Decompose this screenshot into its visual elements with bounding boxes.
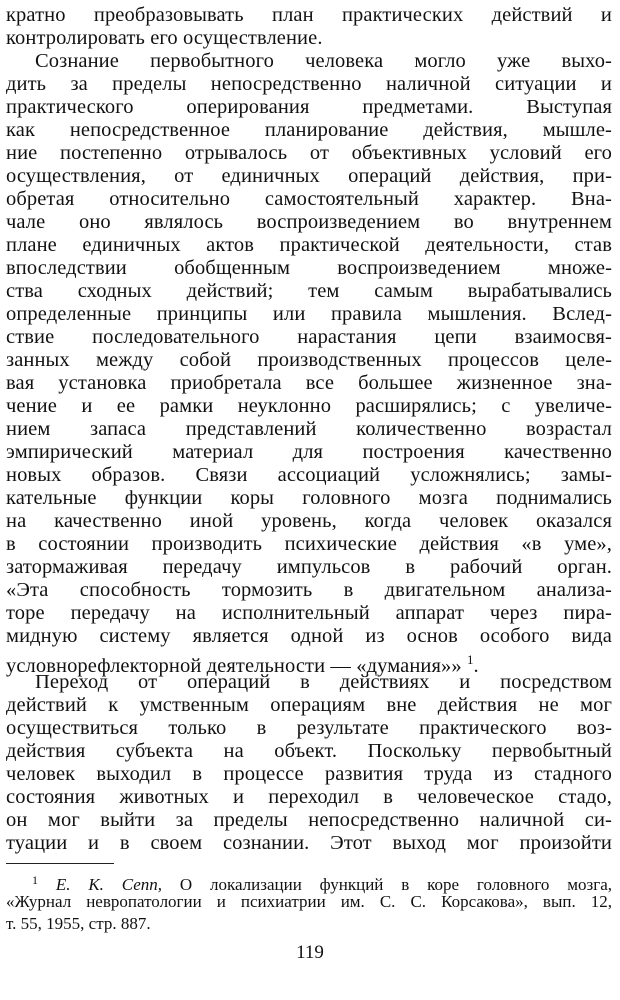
text-line: кратно преобразовывать план практических действий и xyxy=(6,4,612,26)
footnote-separator xyxy=(6,863,114,864)
text-line: вая установка приобретала все большее жизненное зна- xyxy=(6,372,612,394)
text-line: обретая относительно самостоятельный характер. Вна- xyxy=(6,188,612,210)
text-line: на качественно иной уровень, когда человек оказался xyxy=(6,510,612,532)
footnote-reference-tail: . xyxy=(473,655,479,677)
text-line: «Эта способность тормозить в двигательном анализа- xyxy=(6,579,612,601)
text-line: ства сходных действий; тем самым вырабатывались xyxy=(6,280,612,302)
text-line: чение и ее рамки неуклонно расширялись; с увеличе- xyxy=(6,395,612,417)
text-line: кательные функции коры головного мозга поднимались xyxy=(6,487,612,509)
text-line: впоследствии обобщенным воспроизведением множе- xyxy=(6,257,612,279)
text-line: действия субъекта на объект. Поскольку первобытный xyxy=(6,740,612,762)
text-line: затормаживая передачу импульсов в рабочий орган. xyxy=(6,556,612,578)
text-line: осуществления, от единичных операций действия, при- xyxy=(6,165,612,187)
text-line: дить за пределы непосредственно наличной ситуации и xyxy=(6,73,612,95)
text-line-with-footnote-ref xyxy=(6,648,612,677)
footnote-author: Е. К. Сепп, xyxy=(38,875,180,894)
text-line: действий к умственным операциям вне действия не мог xyxy=(6,694,612,716)
text-line: осуществиться только в результате практического воз- xyxy=(6,717,612,739)
footnote-reference-mark: 1 xyxy=(466,652,474,667)
text-line: как непосредственное планирование действия, мышле- xyxy=(6,119,612,141)
text-line: плане единичных актов практической деятельности, став xyxy=(6,234,612,256)
text-line: человек выходил в процессе развития труда из стадного xyxy=(6,763,612,785)
text-line: чале оно являлось воспроизведением во внутреннем xyxy=(6,211,612,233)
text-line: мидную систему является одной из основ особого вида xyxy=(6,625,612,647)
text-line: занных между собой производственных процессов целе- xyxy=(6,349,612,371)
text-line: он мог выйти за пределы непосредственно наличной си- xyxy=(6,809,612,831)
text-line: торе передачу на исполнительный аппарат через пира- xyxy=(6,602,612,624)
footnote-line-1 xyxy=(32,869,612,894)
text-line: условнорефлекторной деятельности — «думания»» xyxy=(6,655,462,677)
text-line: Переход от операций в действиях и посредством xyxy=(35,671,612,693)
text-line: контролировать его осуществление. xyxy=(6,27,323,49)
footnote-marker: 1 xyxy=(32,873,38,887)
text-line: в состоянии производить психические действия «в уме», xyxy=(6,533,612,555)
text-line: новых образов. Связи ассоциаций усложнялись; замы- xyxy=(6,464,612,486)
footnote-line-2: «Журнал невропатологии и психиатрии им. С. С. Корсакова», вып. 12, xyxy=(6,892,612,911)
text-line: туации и в своем сознании. Этот выход мог произойти xyxy=(6,832,612,854)
text-line: нием запаса представлений количественно возрастал xyxy=(6,418,612,440)
text-line: Сознание первобытного человека могло уже выхо- xyxy=(35,50,612,72)
text-line: практического оперирования предметами. Выступая xyxy=(6,96,612,118)
footnote-line-3: т. 55, 1955, стр. 887. xyxy=(6,914,151,933)
text-line: ствие последовательного нарастания цепи взаимосвя- xyxy=(6,326,612,348)
text-line: эмпирический материал для построения качественно xyxy=(6,441,612,463)
text-line: определенные принципы или правила мышления. Вслед- xyxy=(6,303,612,325)
page-number: 119 xyxy=(296,942,324,963)
text-line: ние постепенно отрывалось от объективных условий его xyxy=(6,142,612,164)
footnote-title: О локализации функций в коре головного мозга, xyxy=(179,875,612,894)
text-line: состояния животных и переходил в человеческое стадо, xyxy=(6,786,612,808)
